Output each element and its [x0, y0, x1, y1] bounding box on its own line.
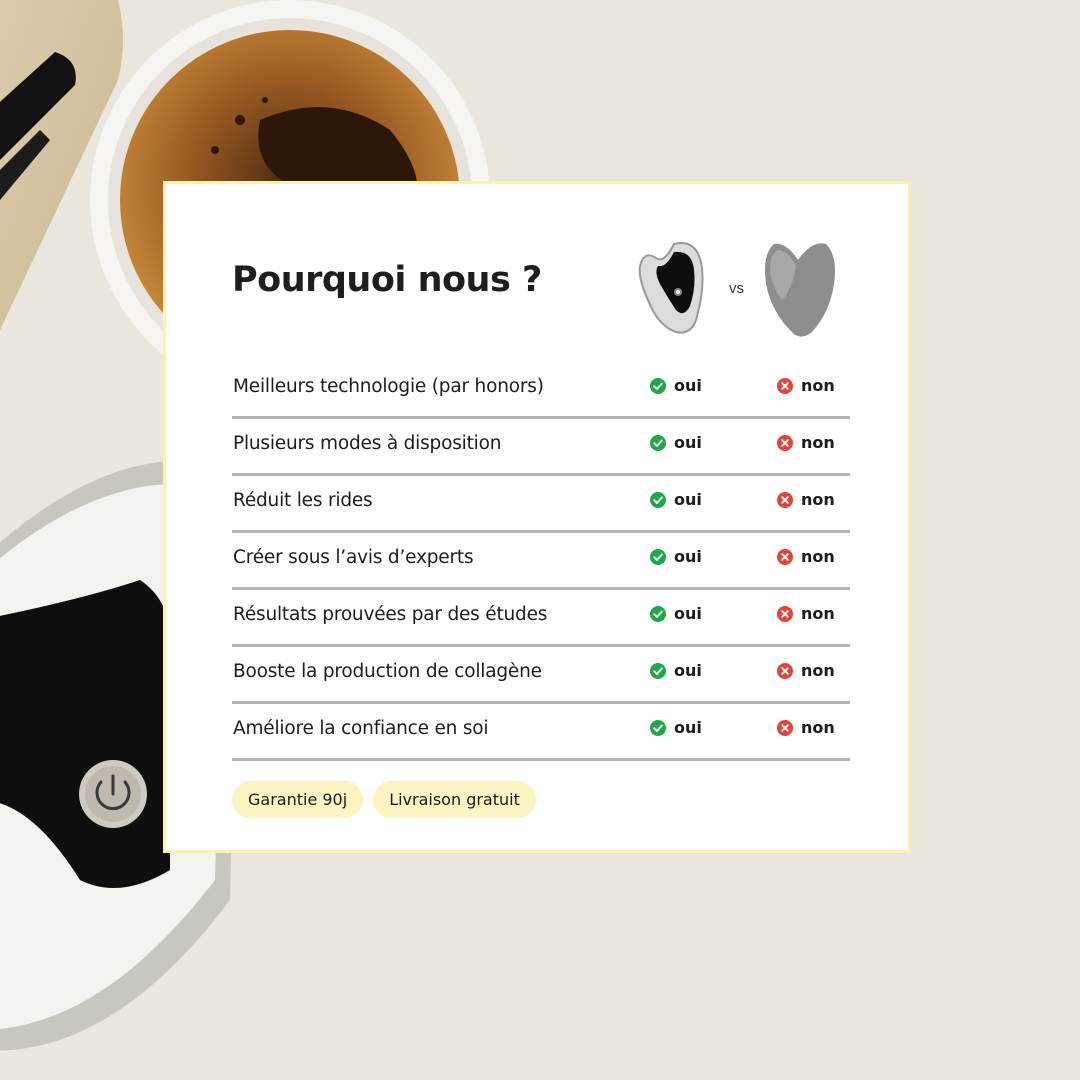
theirs-value [777, 376, 835, 395]
theirs-value [777, 547, 835, 566]
yes-label: oui [674, 490, 702, 509]
yes-label: oui [674, 433, 702, 452]
check-icon [650, 606, 666, 622]
ours-value [650, 376, 702, 395]
no-label: non [801, 376, 835, 395]
comparison-row [232, 362, 850, 419]
theirs-value [777, 490, 835, 509]
gua-sha-electric-device-icon [636, 240, 706, 338]
theirs-value [777, 604, 835, 623]
comparison-row [232, 419, 850, 476]
ours-value [650, 547, 702, 566]
badge: Garantie 90j [232, 781, 363, 818]
feature-label: Booste la production de collagène [233, 661, 542, 682]
cross-icon [777, 663, 793, 679]
ours-value [650, 433, 702, 452]
comparison-row [232, 590, 850, 647]
cross-icon [777, 606, 793, 622]
feature-label: Meilleurs technologie (par honors) [233, 376, 544, 397]
cross-icon [777, 720, 793, 736]
yes-label: oui [674, 661, 702, 680]
comparison-row [232, 647, 850, 704]
ours-value [650, 661, 702, 680]
theirs-value [777, 661, 835, 680]
no-label: non [801, 718, 835, 737]
check-icon [650, 720, 666, 736]
yes-label: oui [674, 604, 702, 623]
theirs-value [777, 718, 835, 737]
badge: Livraison gratuit [373, 781, 536, 818]
theirs-value [777, 433, 835, 452]
vs-label: vs [729, 280, 744, 297]
ours-value [650, 490, 702, 509]
no-label: non [801, 604, 835, 623]
check-icon [650, 549, 666, 565]
comparison-card [163, 181, 911, 853]
comparison-table [232, 362, 850, 761]
cross-icon [777, 378, 793, 394]
ours-value [650, 604, 702, 623]
ours-value [650, 718, 702, 737]
feature-label: Résultats prouvées par des études [233, 604, 548, 625]
no-label: non [801, 547, 835, 566]
feature-label: Réduit les rides [233, 490, 373, 511]
check-icon [650, 435, 666, 451]
check-icon [650, 663, 666, 679]
cross-icon [777, 492, 793, 508]
feature-label: Améliore la confiance en soi [233, 718, 489, 739]
gua-sha-stone-icon [762, 240, 838, 340]
no-label: non [801, 661, 835, 680]
cross-icon [777, 549, 793, 565]
card-title: Pourquoi nous ? [232, 260, 542, 300]
comparison-row [232, 533, 850, 590]
check-icon [650, 378, 666, 394]
feature-label: Plusieurs modes à disposition [233, 433, 502, 454]
comparison-row [232, 476, 850, 533]
yes-label: oui [674, 376, 702, 395]
yes-label: oui [674, 547, 702, 566]
check-icon [650, 492, 666, 508]
comparison-row [232, 704, 850, 761]
no-label: non [801, 433, 835, 452]
feature-label: Créer sous l’avis d’experts [233, 547, 474, 568]
badge-list [232, 781, 536, 818]
yes-label: oui [674, 718, 702, 737]
cross-icon [777, 435, 793, 451]
no-label: non [801, 490, 835, 509]
